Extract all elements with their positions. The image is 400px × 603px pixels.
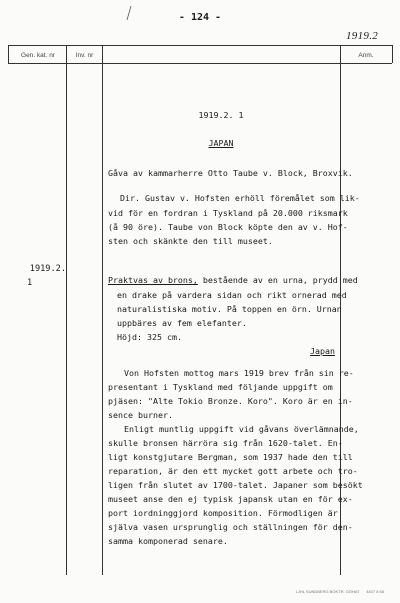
entry-number: 1919.2. 1 xyxy=(198,110,244,120)
history-line: Enligt muntlig uppgift vid gåvans överlämnande, xyxy=(124,424,359,434)
history-line: ligen från slutet av 1700-talet. Japaner som besökt xyxy=(108,480,363,490)
history-line: Von Hofsten mottog mars 1919 brev från sin re- xyxy=(124,368,354,378)
entry-gift: Gåva av kammarherre Otto Taube v. Block, Broxvik. xyxy=(108,168,353,178)
right-border xyxy=(392,45,393,63)
history-line: samma komponerad senare. xyxy=(108,536,228,546)
provenance-line: Dir. Gustav v. Hofsten erhöll föremålet som lik- xyxy=(120,193,360,203)
entry-country: JAPAN xyxy=(208,138,234,148)
side-number-line1: 1919.2. xyxy=(29,264,66,274)
history-line: museet anse den ej typisk japansk utan en för ex- xyxy=(108,494,353,504)
provenance-line: vid för en fordran i Tyskland på 20.000 riksmark xyxy=(108,208,348,218)
history-line: presentant i Tyskland med följande uppgift om xyxy=(108,382,333,392)
origin-label: Japan xyxy=(310,346,335,356)
column-divider-inv xyxy=(102,45,103,575)
description-line: uppbäres av fem elefanter. xyxy=(117,318,247,328)
history-line: port iordninggjord komposition. Förmodligen är xyxy=(108,508,338,518)
description-line: en drake på vardera sidan och rikt ornerad med xyxy=(117,290,347,300)
history-line: själva vasen ursprunglig och ställningen för den- xyxy=(108,522,353,532)
left-border xyxy=(8,45,9,63)
history-line: sence burner. xyxy=(108,410,173,420)
column-header-gen-kat-nr: Gen. kat. nr xyxy=(21,52,55,59)
description-line: Höjd: 325 cm. xyxy=(117,332,182,342)
column-header-anm: Anm. xyxy=(358,52,374,59)
description-line: bestående av en urna, prydd med xyxy=(197,275,358,285)
column-divider-gen xyxy=(66,45,67,575)
page-number: - 124 - xyxy=(178,12,222,23)
provenance-line: (å 90 öre). Taube von Block köpte den av v. Hof- xyxy=(108,222,348,232)
history-line: ligt konstgjutare Bergman, som 1937 hade den till xyxy=(108,452,353,462)
history-line: pjäsen: "Alte Tokio Bronze. Koro". Koro är en in- xyxy=(108,396,353,406)
handwritten-number: 1919.2 xyxy=(346,30,379,42)
description-heading: Praktvas av brons, xyxy=(108,275,198,285)
provenance-line: sten och skänkte den till museet. xyxy=(108,236,273,246)
side-number-line2: 1 xyxy=(27,278,33,288)
printer-footer: LJHL SUNDBERG BOKTR. GÖHAT 4407 8 68 xyxy=(295,589,384,594)
column-header-inv-nr: Inv. nr xyxy=(75,52,94,59)
history-line: reparation, är den ett mycket gott arbete och tro- xyxy=(108,466,358,476)
description-first-line xyxy=(108,276,358,284)
description-line: naturalistiska motiv. På toppen en örn. Urnan xyxy=(117,304,342,314)
history-line: skulle bronsen härröra sig från 1620-talet. En- xyxy=(108,438,343,448)
